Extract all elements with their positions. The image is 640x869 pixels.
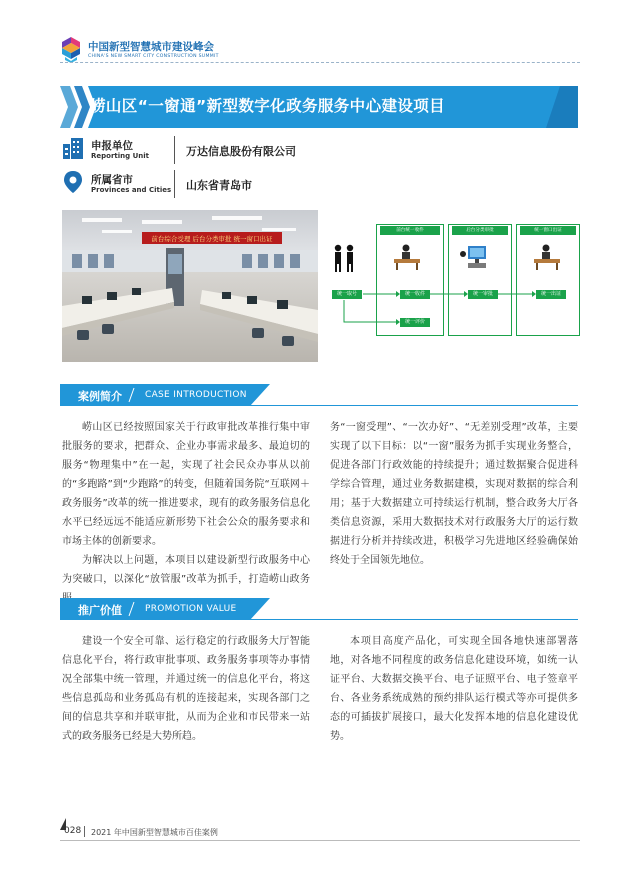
section-title-en: CASE INTRODUCTION bbox=[145, 390, 247, 400]
info-separator bbox=[174, 170, 175, 198]
promo-left-column bbox=[62, 632, 310, 746]
flow-header-frontdesk: 前台统一收件 bbox=[380, 226, 440, 235]
summit-name-en: CHINA'S NEW SMART CITY CONSTRUCTION SUMMIT bbox=[88, 54, 219, 59]
section-title-en: PROMOTION VALUE bbox=[145, 604, 237, 614]
location-label-en: Provinces and Cities bbox=[91, 186, 172, 194]
flow-arrows-and-people bbox=[330, 214, 580, 336]
location-label-cn: 所属省市 bbox=[91, 174, 133, 186]
paragraph: 建设一个安全可靠、运行稳定的行政服务大厅智能信息化平台，将行政审批事项、政务服务事项等办事情况全部集中统一管理，并通过统一的信息化平台，将这些信息孤岛和业务孤岛有机的连接起来，实现各部门之间的信息共享和并联审批，从而为企业和市民带来一站式的政务服务已经是大势所趋。 bbox=[62, 636, 310, 742]
building-icon bbox=[62, 136, 84, 160]
reporting-label-cn: 申报单位 bbox=[91, 140, 133, 152]
summit-name-cn: 中国新型智慧城市建设峰会 bbox=[88, 41, 214, 53]
flow-header-issuance: 统一窗口出证 bbox=[520, 226, 576, 235]
flow-node-approval: 统一审批 bbox=[468, 290, 498, 299]
service-hall-photo bbox=[62, 210, 318, 362]
flow-node-intake: 统一收件 bbox=[400, 290, 430, 299]
intro-right-column bbox=[330, 418, 578, 570]
paragraph: 务“一窗受理”、“一次办好”、“无差别受理”改革，主要实现了以下目标：以“一窗”服务为抓手实现业务整合，促进各部门行政效能的持续提升；通过数据聚合促进科学综合管理，通过业务数据建模，实现对数据的综合利用；基于大数据建立可持续运行机制，整合政务大厅各类信息资源，采用大数据技术对行政服务大厅的运行数据进行分析并持续改进，积极学习先进地区经验确保始终处于全国领先地位。 bbox=[330, 422, 578, 566]
footer-divider bbox=[84, 826, 85, 837]
person-silhouette-icon bbox=[335, 245, 353, 272]
process-flow-diagram bbox=[330, 214, 580, 336]
promo-right-column bbox=[330, 632, 578, 746]
section-title-cn: 案例简介 bbox=[78, 390, 122, 403]
paragraph: 本项目高度产品化，可实现全国各地快速部署落地，对各地不同程度的政务信息化建设环境，如统一认证平台、大数据交换平台、电子证照平台、电子签章平台、各业务系统成熟的预约排队运行模式等亦可提供多态的可插拔扩展接口，最大化发挥本地的信息化建设优势。 bbox=[330, 636, 578, 742]
header-divider bbox=[60, 62, 580, 63]
reporting-unit-row bbox=[62, 136, 362, 166]
section-title-cn: 推广价值 bbox=[78, 604, 122, 617]
flow-header-backoffice: 后台分类审批 bbox=[452, 226, 508, 235]
hall-sign-text: 前台综合受理 后台分类审批 统一窗口出证 bbox=[151, 235, 273, 243]
footer-rule bbox=[60, 840, 580, 841]
reporting-label-en: Reporting Unit bbox=[91, 152, 149, 160]
section-bar bbox=[60, 384, 578, 406]
officer-desk-icon bbox=[534, 245, 560, 271]
footer-publication-title: 2021 年中国新型智慧城市百佳案例 bbox=[91, 828, 218, 837]
location-value: 山东省青岛市 bbox=[186, 179, 252, 192]
page-title: 崂山区“一窗通”新型数字化政务服务中心建设项目 bbox=[90, 97, 446, 115]
section-header-intro bbox=[60, 384, 578, 406]
location-row bbox=[62, 170, 362, 200]
page-number: 028 bbox=[64, 826, 82, 836]
section-bar bbox=[60, 598, 578, 620]
reporting-unit-value: 万达信息股份有限公司 bbox=[186, 145, 296, 158]
summit-logo-icon bbox=[60, 36, 82, 64]
intro-left-column bbox=[62, 418, 310, 608]
info-separator bbox=[174, 136, 175, 164]
flow-node-evaluation: 统一评价 bbox=[400, 318, 430, 327]
location-pin-icon bbox=[62, 170, 84, 194]
computer-icon bbox=[460, 246, 486, 268]
section-header-promo bbox=[60, 598, 578, 620]
clerk-desk-icon bbox=[394, 245, 420, 271]
flow-node-queue: 统一取号 bbox=[332, 290, 362, 299]
flow-node-certificate: 统一出证 bbox=[536, 290, 566, 299]
paragraph: 崂山区已经按照国家关于行政审批改革推行集中审批服务的要求，把群众、企业办事需求最多、最迫切的服务“物理集中”在一起，实现了社会民众办事从以前的“多跑路”到“少跑路”的转变，但随着国务院“互联网＋政务服务”改革的统一推进要求，现有的政务服务信息化水平已经远远不能适应新形势下社会公众的服务要求和市场主体的创新要求。 bbox=[62, 422, 310, 547]
paragraph: 为解决以上问题，本项目以建设新型行政服务中心为突破口，以深化“放管服”改革为抓手，打造崂山政务 bbox=[62, 555, 310, 585]
